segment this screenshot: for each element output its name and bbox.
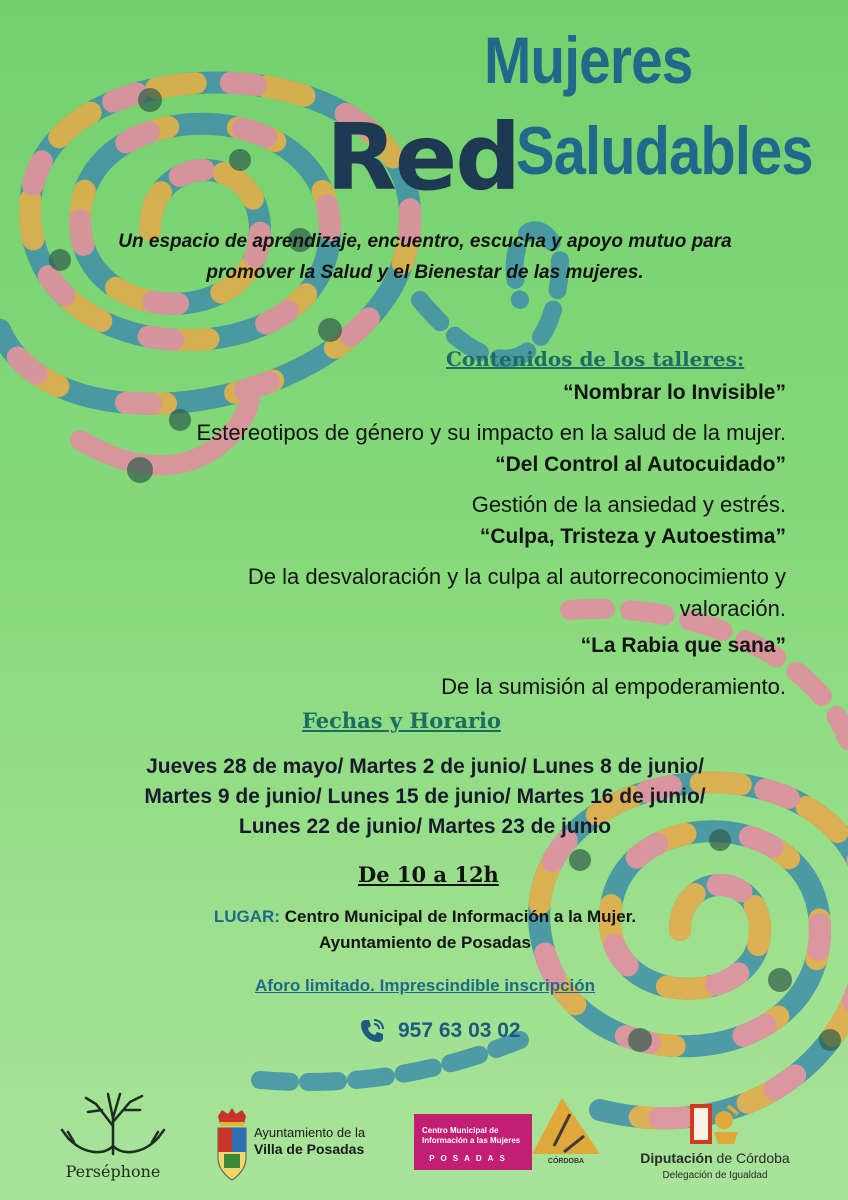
dates-line-3: Lunes 22 de junio/ Martes 23 de junio [238,815,612,838]
coat-of-arms-icon [212,1108,252,1186]
phone-contact[interactable] [356,1014,521,1048]
diputacion-name-rest: de Córdoba [712,1150,790,1166]
diputacion-sub: Delegación de Igualdad [662,1170,768,1181]
phone-number[interactable]: 957 63 03 02 [398,1019,521,1042]
workshop-4-title: “La Rabia que sana” [580,634,786,657]
schedule-heading: Fechas y Horario [302,708,501,733]
location-line-2: Ayuntamiento de Posadas [319,933,531,952]
workshop-4-desc: De la sumisión al empoderamiento. [441,674,786,699]
capacity-notice: Aforo limitado. Imprescindible inscripción [254,976,596,995]
diputacion-logo [620,1100,810,1190]
diputacion-name-bold: Diputación [640,1150,713,1166]
dates-line-1: Jueves 28 de mayo/ Martes 2 de junio/ Lunes 8 de junio/ [146,755,704,778]
dates-list [60,752,790,842]
centro-line-1: Centro Municipal de [422,1126,499,1135]
dates-line-2: Martes 9 de junio/ Lunes 15 de junio/ Martes 16 de junio/ [144,785,706,808]
title-mujeres: Mujeres [484,23,693,97]
workshop-1-title: “Nombrar lo Invisible” [563,381,786,404]
workshop-2-title: “Del Control al Autocuidado” [495,453,786,476]
diputacion-name [620,1150,810,1166]
tree-hands-icon [58,1088,168,1160]
workshop-3-desc-line-1: De la desvaloración y la culpa al autorreconocimiento y [247,564,786,589]
workshop-3-title: “Culpa, Tristeza y Autoestima” [479,525,786,548]
contents-heading: Contenidos de los talleres: [446,347,745,371]
title-saludables: Saludables [516,113,813,189]
location [100,904,750,956]
location-label: LUGAR: [213,907,280,926]
posadas-line-1: Ayuntamiento de la [254,1125,366,1140]
centro-text [422,1126,532,1146]
posadas-logo [212,1108,382,1188]
phone-icon [356,1015,388,1047]
diputacion-emblem-icon [688,1100,744,1148]
workshop-3-desc-line-2: valoración. [679,596,786,621]
persephone-logo [58,1088,168,1188]
centro-mujeres-logo [414,1096,604,1176]
location-line-1: Centro Municipal de Información a la Mujer. [284,907,637,926]
centro-line-2: Información a las Mujeres [422,1136,521,1145]
title-red: Red [326,104,520,211]
posadas-line-2: Villa de Posadas [254,1141,365,1157]
posadas-text [254,1124,365,1158]
centro-posadas: POSADAS [429,1154,511,1163]
hours: De 10 a 12h [358,862,499,887]
tagline-line-2: promover la Salud y el Bienestar de las mujeres. [206,262,644,283]
workshop-1-desc: Estereotipos de género y su impacto en la salud de la mujer. [196,420,786,445]
centro-cordoba: CÓRDOBA [547,1158,585,1165]
workshop-2-desc: Gestión de la ansiedad y estrés. [471,492,786,517]
persephone-name: Perséphone [65,1162,161,1181]
tagline-line-1: Un espacio de aprendizaje, encuentro, escucha y apoyo mutuo para [118,231,732,252]
tagline [40,226,810,288]
